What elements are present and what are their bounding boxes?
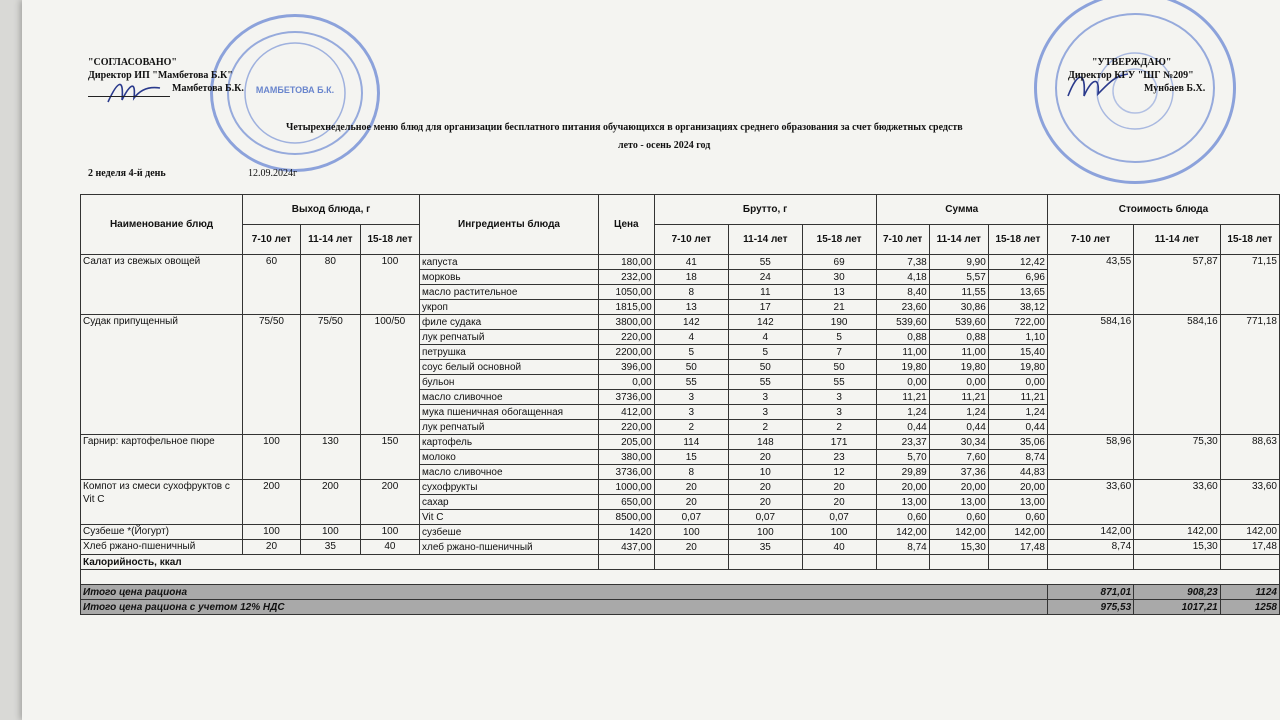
ingredient-brutto: 171 [802, 435, 876, 450]
ingredient-name: бульон [420, 375, 599, 390]
dish-cost: 142,00 [1134, 525, 1221, 540]
week-day-label: 2 неделя 4-й день [88, 168, 166, 179]
ingredient-brutto: 142 [654, 315, 728, 330]
ingredient-sum: 11,21 [876, 390, 929, 405]
dish-output: 100/50 [360, 315, 419, 435]
ingredient-sum: 8,74 [988, 450, 1047, 465]
ingredient-name: морковь [420, 270, 599, 285]
ingredient-sum: 44,83 [988, 465, 1047, 480]
ingredient-name: лук репчатый [420, 330, 599, 345]
ingredient-price: 232,00 [599, 270, 655, 285]
ingredient-brutto: 100 [728, 525, 802, 540]
ingredient-brutto: 50 [728, 360, 802, 375]
ingredient-sum: 23,60 [876, 300, 929, 315]
dish-cost: 15,30 [1134, 540, 1221, 555]
ingredient-brutto: 20 [654, 540, 728, 555]
dish-cost: 33,60 [1134, 480, 1221, 525]
ingredient-sum: 20,00 [876, 480, 929, 495]
dish-output: 60 [243, 255, 301, 315]
ingredient-sum: 0,44 [988, 420, 1047, 435]
dish-output: 100 [360, 525, 419, 540]
ingredient-name: соус белый основной [420, 360, 599, 375]
dish-cost: 771,18 [1220, 315, 1279, 435]
ingredient-brutto: 69 [802, 255, 876, 270]
calories-label: Калорийность, ккал [81, 555, 599, 570]
total-value: 1017,21 [1134, 600, 1221, 615]
dish-output: 100 [300, 525, 360, 540]
total-value: 1258 [1220, 600, 1279, 615]
ingredient-price: 2200,00 [599, 345, 655, 360]
dish-output: 20 [243, 540, 301, 555]
ingredient-price: 8500,00 [599, 510, 655, 525]
calories-cell [1047, 555, 1133, 570]
dish-cost: 57,87 [1134, 255, 1221, 315]
approval-right-title: "УТВЕРЖДАЮ" [1092, 57, 1172, 68]
calories-cell [728, 555, 802, 570]
ingredient-name: лук репчатый [420, 420, 599, 435]
dish-output: 35 [300, 540, 360, 555]
header-cost: Стоимость блюда [1047, 195, 1279, 225]
ingredient-brutto: 20 [728, 450, 802, 465]
ingredient-brutto: 2 [728, 420, 802, 435]
dish-output: 75/50 [300, 315, 360, 435]
approval-left-signature-line [88, 96, 170, 97]
dish-cost: 71,15 [1220, 255, 1279, 315]
document-title: Четырехнедельное меню блюд для организации бесплатного питания обучающихся в организациях среднего образования за счет бюджетных средств [286, 122, 963, 133]
header-brutto-age-2: 11-14 лет [728, 225, 802, 255]
ingredient-price: 650,00 [599, 495, 655, 510]
dish-name: Компот из смеси сухофруктов с Vit C [81, 480, 243, 525]
table-row [81, 315, 1280, 330]
approval-right-position: Директор КГУ "ШГ №209" [1068, 70, 1194, 81]
ingredient-sum: 8,40 [876, 285, 929, 300]
ingredient-sum: 0,00 [876, 375, 929, 390]
header-ingredients: Ингредиенты блюда [420, 195, 599, 255]
total-row [81, 585, 1280, 600]
approval-left-title: "СОГЛАСОВАНО" [88, 57, 177, 68]
dish-cost: 33,60 [1220, 480, 1279, 525]
ingredient-sum: 13,00 [929, 495, 988, 510]
ingredient-sum: 30,86 [929, 300, 988, 315]
ingredient-sum: 1,24 [988, 405, 1047, 420]
ingredient-sum: 37,36 [929, 465, 988, 480]
ingredient-sum: 11,21 [929, 390, 988, 405]
dish-output: 200 [360, 480, 419, 525]
ingredient-brutto: 24 [728, 270, 802, 285]
ingredient-sum: 0,00 [988, 375, 1047, 390]
menu-table [80, 194, 1280, 615]
ingredient-brutto: 40 [802, 540, 876, 555]
dish-name: Сузбеше *(Йогурт) [81, 525, 243, 540]
calories-row [81, 555, 1280, 570]
ingredient-name: укроп [420, 300, 599, 315]
ingredient-name: сахар [420, 495, 599, 510]
ingredient-price: 1420 [599, 525, 655, 540]
dish-output: 200 [243, 480, 301, 525]
ingredient-sum: 0,44 [929, 420, 988, 435]
ingredient-sum: 11,21 [988, 390, 1047, 405]
ingredient-sum: 0,60 [929, 510, 988, 525]
header-brutto: Брутто, г [654, 195, 876, 225]
ingredient-brutto: 8 [654, 285, 728, 300]
dish-output: 100 [243, 435, 301, 480]
left-seal-text: МАМБЕТОВА Б.К. [255, 85, 335, 95]
ingredient-brutto: 11 [728, 285, 802, 300]
dish-output: 80 [300, 255, 360, 315]
ingredient-sum: 35,06 [988, 435, 1047, 450]
ingredient-name: петрушка [420, 345, 599, 360]
ingredient-name: масло сливочное [420, 465, 599, 480]
dish-cost: 584,16 [1134, 315, 1221, 435]
ingredient-sum: 0,44 [876, 420, 929, 435]
ingredient-brutto: 148 [728, 435, 802, 450]
ingredient-sum: 0,60 [876, 510, 929, 525]
ingredient-sum: 1,10 [988, 330, 1047, 345]
ingredient-sum: 29,89 [876, 465, 929, 480]
header-cost-age-2: 11-14 лет [1134, 225, 1221, 255]
calories-cell [876, 555, 929, 570]
ingredient-sum: 0,00 [929, 375, 988, 390]
ingredient-name: масло растительное [420, 285, 599, 300]
dish-name: Гарнир: картофельное пюре [81, 435, 243, 480]
ingredient-brutto: 3 [802, 405, 876, 420]
dish-cost: 142,00 [1047, 525, 1133, 540]
dish-output: 130 [300, 435, 360, 480]
ingredient-brutto: 55 [802, 375, 876, 390]
ingredient-sum: 0,88 [929, 330, 988, 345]
ingredient-sum: 23,37 [876, 435, 929, 450]
ingredient-price: 380,00 [599, 450, 655, 465]
ingredient-price: 396,00 [599, 360, 655, 375]
header-price: Цена [599, 195, 655, 255]
ingredient-brutto: 4 [654, 330, 728, 345]
ingredient-brutto: 3 [728, 405, 802, 420]
header-cost-age-1: 7-10 лет [1047, 225, 1133, 255]
dish-cost: 58,96 [1047, 435, 1133, 480]
ingredient-price: 412,00 [599, 405, 655, 420]
dish-name: Хлеб ржано-пшеничный [81, 540, 243, 555]
dish-output: 40 [360, 540, 419, 555]
dish-output: 100 [243, 525, 301, 540]
ingredient-sum: 0,88 [876, 330, 929, 345]
ingredient-brutto: 4 [728, 330, 802, 345]
calories-cell [1220, 555, 1279, 570]
spacer-cell [81, 570, 1280, 585]
ingredient-price: 1050,00 [599, 285, 655, 300]
ingredient-brutto: 8 [654, 465, 728, 480]
ingredient-brutto: 15 [654, 450, 728, 465]
calories-cell [1134, 555, 1221, 570]
ingredient-sum: 15,30 [929, 540, 988, 555]
ingredient-sum: 19,80 [876, 360, 929, 375]
ingredient-sum: 142,00 [988, 525, 1047, 540]
ingredient-brutto: 3 [802, 390, 876, 405]
ingredient-brutto: 20 [802, 495, 876, 510]
dish-cost: 88,63 [1220, 435, 1279, 480]
ingredient-price: 3736,00 [599, 390, 655, 405]
ingredient-name: сухофрукты [420, 480, 599, 495]
ingredient-name: филе судака [420, 315, 599, 330]
header-sum: Сумма [876, 195, 1047, 225]
spacer-row [81, 570, 1280, 585]
ingredient-sum: 38,12 [988, 300, 1047, 315]
table-row [81, 525, 1280, 540]
ingredient-brutto: 55 [728, 255, 802, 270]
header-sum-age-3: 15-18 лет [988, 225, 1047, 255]
ingredient-brutto: 50 [802, 360, 876, 375]
ingredient-name: хлеб ржано-пшеничный [420, 540, 599, 555]
ingredient-price: 180,00 [599, 255, 655, 270]
ingredient-brutto: 3 [654, 390, 728, 405]
ingredient-brutto: 5 [728, 345, 802, 360]
ingredient-brutto: 21 [802, 300, 876, 315]
approval-left-position: Директор ИП "Мамбетова Б.К" [88, 70, 233, 81]
ingredient-brutto: 5 [654, 345, 728, 360]
approval-right-name: Мунбаев Б.Х. [1144, 83, 1206, 94]
calories-cell [599, 555, 655, 570]
ingredient-sum: 20,00 [988, 480, 1047, 495]
document-page [22, 0, 1280, 720]
ingredient-sum: 17,48 [988, 540, 1047, 555]
total-label: Итого цена рациона с учетом 12% НДС [81, 600, 1048, 615]
ingredient-brutto: 30 [802, 270, 876, 285]
ingredient-sum: 11,55 [929, 285, 988, 300]
dish-cost: 8,74 [1047, 540, 1133, 555]
ingredient-price: 0,00 [599, 375, 655, 390]
ingredient-brutto: 20 [654, 495, 728, 510]
ingredient-brutto: 2 [802, 420, 876, 435]
ingredient-price: 1815,00 [599, 300, 655, 315]
ingredient-brutto: 17 [728, 300, 802, 315]
ingredient-brutto: 0,07 [728, 510, 802, 525]
ingredient-sum: 13,00 [876, 495, 929, 510]
ingredient-price: 205,00 [599, 435, 655, 450]
ingredient-price: 437,00 [599, 540, 655, 555]
ingredient-sum: 1,24 [876, 405, 929, 420]
dish-cost: 75,30 [1134, 435, 1221, 480]
total-value: 908,23 [1134, 585, 1221, 600]
ingredient-brutto: 114 [654, 435, 728, 450]
ingredient-price: 1000,00 [599, 480, 655, 495]
ingredient-sum: 20,00 [929, 480, 988, 495]
ingredient-brutto: 20 [728, 480, 802, 495]
approval-left-name: Мамбетова Б.К. [172, 83, 244, 94]
calories-cell [654, 555, 728, 570]
ingredient-sum: 9,90 [929, 255, 988, 270]
ingredient-brutto: 10 [728, 465, 802, 480]
ingredient-name: Vit C [420, 510, 599, 525]
ingredient-brutto: 142 [728, 315, 802, 330]
document-subtitle: лето - осень 2024 год [618, 140, 711, 151]
calories-cell [988, 555, 1047, 570]
header-output: Выход блюда, г [243, 195, 420, 225]
header-output-age-1: 7-10 лет [243, 225, 301, 255]
ingredient-name: картофель [420, 435, 599, 450]
ingredient-brutto: 18 [654, 270, 728, 285]
calories-cell [929, 555, 988, 570]
ingredient-brutto: 13 [802, 285, 876, 300]
dish-cost: 43,55 [1047, 255, 1133, 315]
ingredient-name: мука пшеничная обогащенная [420, 405, 599, 420]
header-brutto-age-1: 7-10 лет [654, 225, 728, 255]
dish-cost: 584,16 [1047, 315, 1133, 435]
ingredient-brutto: 23 [802, 450, 876, 465]
table-row [81, 435, 1280, 450]
ingredient-sum: 12,42 [988, 255, 1047, 270]
ingredient-sum: 13,00 [988, 495, 1047, 510]
table-row [81, 255, 1280, 270]
ingredient-sum: 5,57 [929, 270, 988, 285]
ingredient-name: капуста [420, 255, 599, 270]
ingredient-sum: 539,60 [876, 315, 929, 330]
total-label: Итого цена рациона [81, 585, 1048, 600]
ingredient-brutto: 20 [654, 480, 728, 495]
ingredient-price: 3736,00 [599, 465, 655, 480]
header-sum-age-1: 7-10 лет [876, 225, 929, 255]
ingredient-brutto: 55 [728, 375, 802, 390]
ingredient-brutto: 5 [802, 330, 876, 345]
total-value: 1124 [1220, 585, 1279, 600]
ingredient-sum: 722,00 [988, 315, 1047, 330]
ingredient-sum: 7,38 [876, 255, 929, 270]
ingredient-brutto: 100 [654, 525, 728, 540]
total-value: 871,01 [1047, 585, 1133, 600]
ingredient-brutto: 100 [802, 525, 876, 540]
ingredient-brutto: 35 [728, 540, 802, 555]
dish-name: Салат из свежых овощей [81, 255, 243, 315]
dish-name: Судак припущенный [81, 315, 243, 435]
header-output-age-2: 11-14 лет [300, 225, 360, 255]
ingredient-brutto: 3 [728, 390, 802, 405]
ingredient-sum: 142,00 [876, 525, 929, 540]
ingredient-brutto: 41 [654, 255, 728, 270]
ingredient-brutto: 190 [802, 315, 876, 330]
ingredient-sum: 19,80 [929, 360, 988, 375]
ingredient-sum: 8,74 [876, 540, 929, 555]
ingredient-price: 220,00 [599, 420, 655, 435]
ingredient-brutto: 2 [654, 420, 728, 435]
ingredient-sum: 11,00 [876, 345, 929, 360]
ingredient-brutto: 12 [802, 465, 876, 480]
dish-cost: 142,00 [1220, 525, 1279, 540]
table-row [81, 480, 1280, 495]
dish-cost: 33,60 [1047, 480, 1133, 525]
ingredient-sum: 11,00 [929, 345, 988, 360]
ingredient-sum: 30,34 [929, 435, 988, 450]
ingredient-brutto: 0,07 [654, 510, 728, 525]
ingredient-name: сузбеше [420, 525, 599, 540]
header-dish: Наименование блюд [81, 195, 243, 255]
ingredient-price: 3800,00 [599, 315, 655, 330]
ingredient-name: молоко [420, 450, 599, 465]
ingredient-sum: 6,96 [988, 270, 1047, 285]
ingredient-brutto: 7 [802, 345, 876, 360]
header-output-age-3: 15-18 лет [360, 225, 419, 255]
ingredient-name: масло сливочное [420, 390, 599, 405]
dish-output: 200 [300, 480, 360, 525]
ingredient-sum: 19,80 [988, 360, 1047, 375]
total-row [81, 600, 1280, 615]
dish-cost: 17,48 [1220, 540, 1279, 555]
header-sum-age-2: 11-14 лет [929, 225, 988, 255]
menu-date: 12.09.2024г [248, 168, 298, 179]
header-cost-age-3: 15-18 лет [1220, 225, 1279, 255]
ingredient-sum: 4,18 [876, 270, 929, 285]
ingredient-sum: 0,60 [988, 510, 1047, 525]
ingredient-brutto: 50 [654, 360, 728, 375]
ingredient-brutto: 20 [802, 480, 876, 495]
ingredient-sum: 7,60 [929, 450, 988, 465]
ingredient-sum: 539,60 [929, 315, 988, 330]
ingredient-brutto: 13 [654, 300, 728, 315]
calories-cell [802, 555, 876, 570]
ingredient-brutto: 3 [654, 405, 728, 420]
ingredient-sum: 15,40 [988, 345, 1047, 360]
dish-output: 100 [360, 255, 419, 315]
ingredient-brutto: 0,07 [802, 510, 876, 525]
ingredient-brutto: 55 [654, 375, 728, 390]
header-brutto-age-3: 15-18 лет [802, 225, 876, 255]
ingredient-sum: 1,24 [929, 405, 988, 420]
dish-output: 75/50 [243, 315, 301, 435]
ingredient-brutto: 20 [728, 495, 802, 510]
ingredient-sum: 5,70 [876, 450, 929, 465]
dish-output: 150 [360, 435, 419, 480]
table-row [81, 540, 1280, 555]
ingredient-price: 220,00 [599, 330, 655, 345]
ingredient-sum: 142,00 [929, 525, 988, 540]
ingredient-sum: 13,65 [988, 285, 1047, 300]
total-value: 975,53 [1047, 600, 1133, 615]
